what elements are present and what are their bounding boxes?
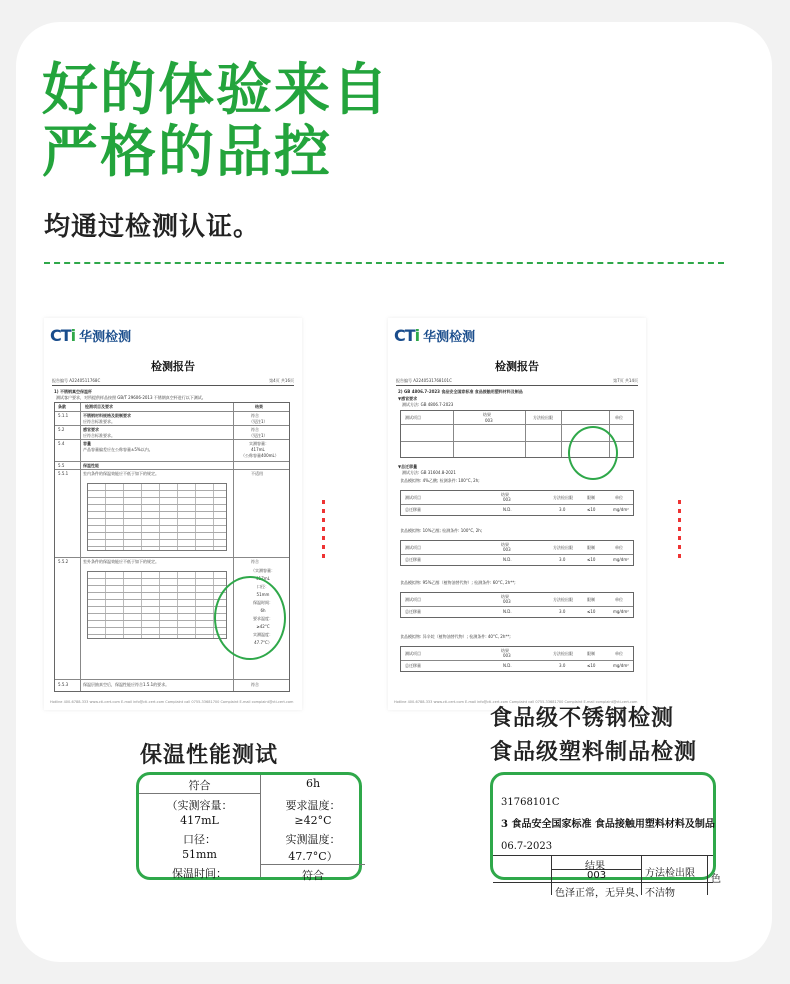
- headline-line-1: 好的体验来自: [42, 58, 390, 123]
- report-thermal-insulation: [44, 318, 302, 710]
- subtitle: 均通过检测认证。: [44, 212, 261, 242]
- caption-stainless-steel: 食品级不锈钢检测: [490, 706, 675, 731]
- condition-1: 食品模拟物: 4%乙酸; 检测条件: 100°C, 2h;: [400, 478, 480, 483]
- condition-3: 食品模拟物: 95%乙醇（植物油替代物）; 检测条件: 60°C, 2h**;: [400, 580, 516, 585]
- migration-table-2: 测试项目 结果 003 方法检出限 限制 单位 总迁移量 N.D. 3.0 ≤10 mg/dm²: [400, 540, 634, 566]
- highlight-circle: [214, 576, 286, 660]
- zoom-thermal-result: 符合 （实测容量： 417mL 口径： 51mm 保温时间： 6h 要求温度： ≥42°C 实测温度： 47.7°C） 符合: [136, 772, 362, 880]
- caption-plastic: 食品级塑料制品检测: [490, 740, 698, 765]
- report-page: 第4页 共16页: [269, 378, 294, 383]
- headline: [42, 60, 390, 184]
- caption-thermal-test: 保温性能测试: [140, 743, 279, 768]
- report-meta: [52, 378, 294, 384]
- caption-food-grade: [490, 702, 697, 770]
- header-result: 结果: [255, 404, 263, 409]
- report-meta: [396, 378, 638, 384]
- migration-table-4: 测试项目 结果 003 方法检出限 限制 单位 总迁移量 N.D. 3.0 ≤10 mg/dm²: [400, 646, 634, 672]
- mini-table-indoor: [87, 483, 227, 551]
- report-footer: Hotline 400-6788-333 www.cti-cert.com E-mail info@cti-cert.com Complaint call 0755-33681700 Complaint E-mail complaint@cti-cert.com: [394, 700, 638, 704]
- zoom-food-grade-result: 31768101C 3 食品安全国家标准 食品接触用塑料材料及制品 06.7-2023 结果 003 方法检出限 色泽正常，无异臭、不洁物 色: [490, 772, 716, 880]
- report-title: 检测报告: [151, 360, 195, 373]
- report-table: 条款 检测项目及要求 结果 5.1.1 不锈钢材料规格及限制要求 符合 应符合标准要求。 （见注1） 5.2 感官要求 符合 应符合标准要求。 （见注1） 5.4 容量 实测容量： 产品容量偏差应在公称容量±5%以内。 417mL （公称容量400mL） 5.5 保温性能 5.5.1 室内条件的保温效能应不低于如下的规定。 不适用 5.5.2 室外条件的保温效能应不低于如下的规定。 符合 （实测容量： 417mL 口径： 51mm 保温时间： 6h 要求温度： ≥42°C 实测温度： 47.7°C） 5.5.3 保温层抽真空后，保温性能应符合1.5.1的要求。 符合: [54, 402, 290, 692]
- section-title: 2) GB 4806.7-2023 食品安全国家标准 食品接触用塑料材料及制品: [398, 389, 523, 394]
- mini-table-outdoor: [87, 571, 227, 639]
- migration-method: 测试方法: GB 31604.8-2021: [402, 470, 456, 475]
- migration-table-3: 测试项目 结果 003 方法检出限 限制 单位 总迁移量 N.D. 3.0 ≤10 mg/dm²: [400, 592, 634, 618]
- report-number: 报告编号 A2240531768101C: [396, 378, 452, 383]
- section-note: 测试客户要求，对所提供样品按照 GB/T 29606-2013 不锈钢真空杯进行以下测试。: [56, 395, 206, 400]
- condition-4: 食品模拟物: 异辛烷（植物油替代物）; 检测条件: 40°C, 2h**;: [400, 634, 511, 639]
- report-title: 检测报告: [495, 360, 539, 373]
- red-edge-marks: [322, 500, 325, 560]
- cti-logo: CTi 华测检测: [394, 326, 476, 345]
- dotted-divider: [44, 262, 724, 264]
- header-item: 检测项目及要求: [85, 404, 113, 409]
- divider: [52, 385, 294, 386]
- report-page: 第7页 共14页: [613, 378, 638, 383]
- report-food-grade: [388, 318, 646, 710]
- report-footer: Hotline 400-6788-333 www.cti-cert.com E-mail info@cti-cert.com Complaint call 0755-33681700 Complaint E-mail complaint@cti-cert.com: [50, 700, 294, 704]
- highlight-circle: [568, 426, 618, 480]
- divider: [396, 385, 638, 386]
- sensory-method: 测试方法: GB 4806.7-2023: [402, 402, 454, 407]
- stamp-detail: （实测容量： 417mL 口径： 51mm 保温时间： 6h 要求温度： ≥42°C 实测温度： 47.7°C）: [251, 568, 275, 645]
- red-edge-marks: [678, 500, 681, 560]
- condition-2: 食品模拟物: 10%乙醇; 检测条件: 100°C, 2h;: [400, 528, 483, 533]
- headline-line-2: 严格的品控: [42, 120, 332, 185]
- sensory-table: 测试项目 结果 003 方法检出限 单位: [400, 410, 634, 458]
- section-title: 1) 不锈钢真空保温杯: [54, 389, 93, 394]
- header-clause: 条款: [58, 404, 66, 409]
- report-number: 报告编号 A2240511768C: [52, 378, 101, 383]
- subsection-migration: ▼总迁移量: [398, 464, 418, 469]
- cti-logo: CTi 华测检测: [50, 326, 132, 345]
- subsection-sensory: ▼感官要求: [398, 396, 418, 401]
- migration-table-1: 测试项目 结果 003 方法检出限 限制 单位 总迁移量 N.D. 3.0 ≤10 mg/dm²: [400, 490, 634, 516]
